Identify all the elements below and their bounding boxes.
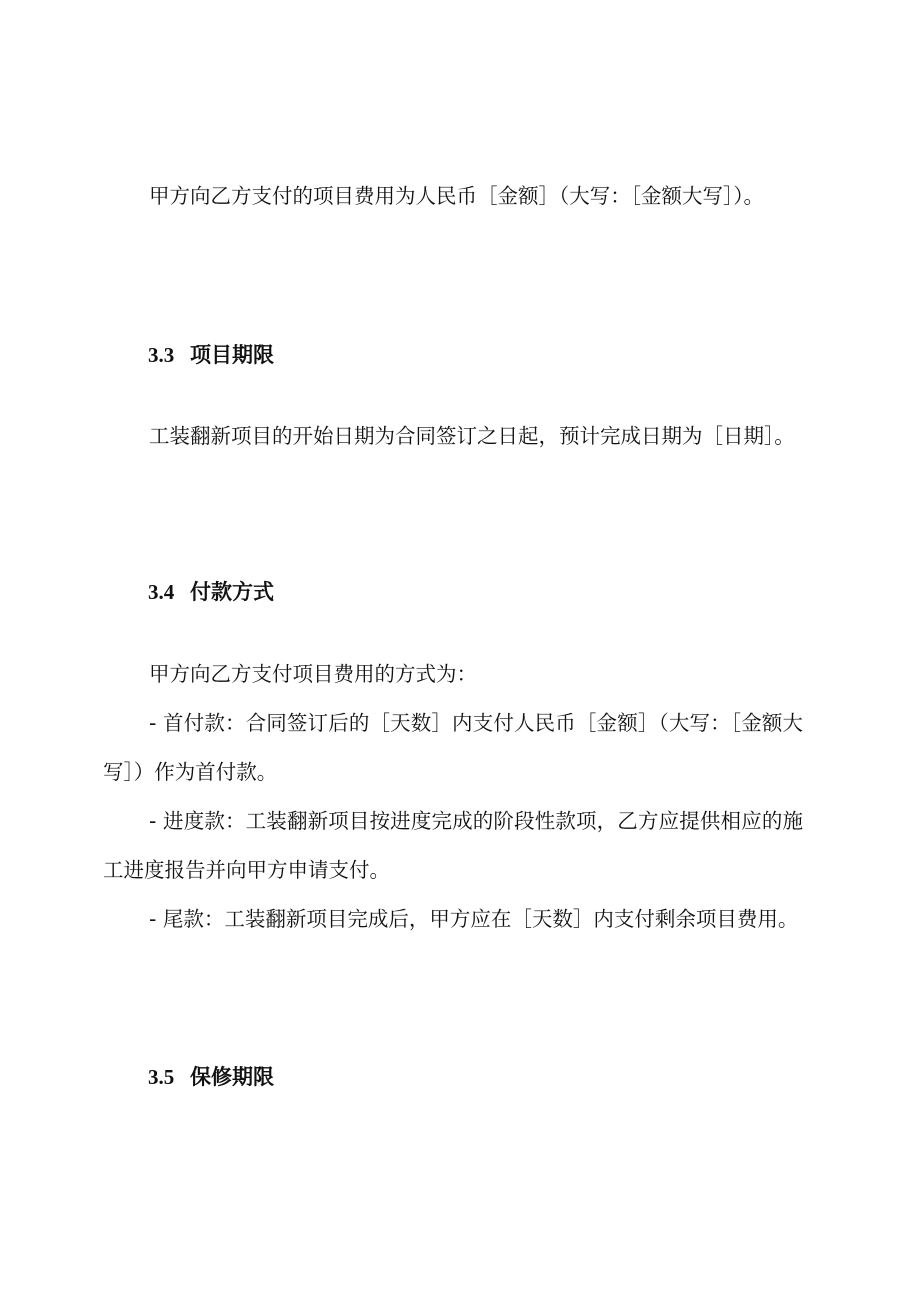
section-number: 3.5: [148, 1065, 175, 1089]
section-title: 保修期限: [190, 1065, 274, 1089]
section-number: 3.4: [148, 580, 175, 604]
payment-final-paragraph: - 尾款：工装翻新项目完成后，甲方应在［天数］内支付剩余项目费用。: [149, 907, 799, 931]
section-title: 项目期限: [190, 343, 274, 367]
payment-progress-paragraph: - 进度款：工装翻新项目按进度完成的阶段性款项，乙方应提供相应的施工进度报告并向甲方申请支付。: [103, 809, 803, 882]
payment-first-paragraph: - 首付款：合同签订后的［天数］内支付人民币［金额］（大写：［金额大写］）作为首付款。: [103, 711, 803, 784]
section-heading-3-4: [148, 577, 274, 607]
section-heading-3-3: [148, 340, 274, 370]
payment-intro-paragraph: 甲方向乙方支付项目费用的方式为：: [149, 662, 477, 686]
section-heading-3-5: [148, 1062, 274, 1092]
section-title: 付款方式: [190, 580, 274, 604]
fee-paragraph: 甲方向乙方支付的项目费用为人民币［金额］（大写：［金额大写］）。: [149, 184, 764, 208]
section-number: 3.3: [148, 343, 175, 367]
period-paragraph: 工装翻新项目的开始日期为合同签订之日起，预计完成日期为［日期］。: [149, 424, 795, 448]
